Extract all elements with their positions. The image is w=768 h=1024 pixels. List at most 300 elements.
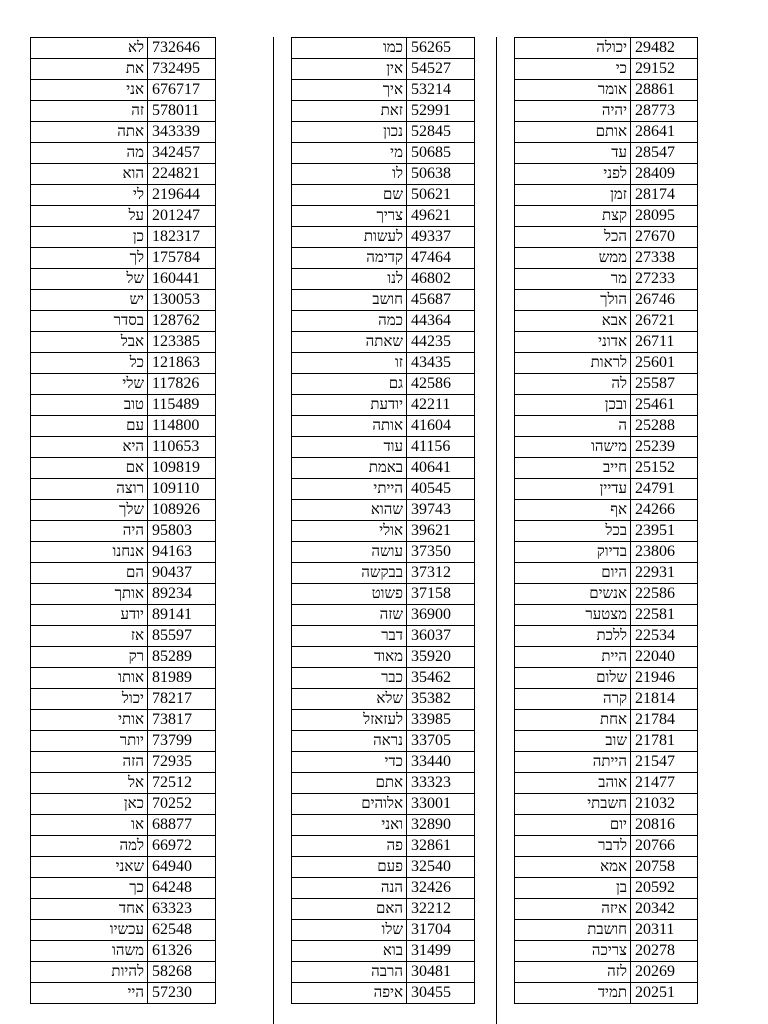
count-cell: 50638: [407, 164, 475, 185]
count-cell: 676717: [148, 80, 216, 101]
count-cell: 89141: [148, 605, 216, 626]
count-cell: 27233: [631, 269, 698, 290]
count-cell: 49621: [407, 206, 475, 227]
word-cell: אותה: [292, 416, 407, 437]
count-cell: 73799: [148, 731, 216, 752]
frequency-table-column-2: [291, 37, 475, 1004]
word-cell: זאת: [292, 101, 407, 122]
word-cell: זו: [292, 353, 407, 374]
table-row: [292, 311, 475, 332]
count-cell: 81989: [148, 668, 216, 689]
table-row: [515, 248, 698, 269]
count-cell: 90437: [148, 563, 216, 584]
table-row: [31, 521, 216, 542]
count-cell: 46802: [407, 269, 475, 290]
count-cell: 29152: [631, 59, 698, 80]
word-cell: לו: [292, 164, 407, 185]
count-cell: 20269: [631, 962, 698, 983]
table-row: [515, 584, 698, 605]
word-cell: קדימה: [292, 248, 407, 269]
count-cell: 28547: [631, 143, 698, 164]
table-row: [292, 605, 475, 626]
word-cell: שאני: [31, 857, 148, 878]
word-cell: לך: [31, 248, 148, 269]
word-cell: אז: [31, 626, 148, 647]
word-cell: נכון: [292, 122, 407, 143]
table-row: [515, 395, 698, 416]
word-cell: היא: [31, 437, 148, 458]
word-cell: הוא: [31, 164, 148, 185]
count-cell: 72512: [148, 773, 216, 794]
table-row: [292, 143, 475, 164]
count-cell: 39743: [407, 500, 475, 521]
count-cell: 110653: [148, 437, 216, 458]
table-row: [31, 542, 216, 563]
word-cell: יהיה: [515, 101, 631, 122]
count-cell: 28641: [631, 122, 698, 143]
word-cell: הרבה: [292, 962, 407, 983]
count-cell: 22931: [631, 563, 698, 584]
word-cell: בדיוק: [515, 542, 631, 563]
word-cell: בוא: [292, 941, 407, 962]
word-cell: כדי: [292, 752, 407, 773]
word-cell: מאוד: [292, 647, 407, 668]
word-cell: חשבתי: [515, 794, 631, 815]
count-cell: 23806: [631, 542, 698, 563]
count-cell: 95803: [148, 521, 216, 542]
table-row: [292, 983, 475, 1004]
word-cell: אם: [31, 458, 148, 479]
count-cell: 30481: [407, 962, 475, 983]
count-cell: 23951: [631, 521, 698, 542]
word-cell: לזה: [515, 962, 631, 983]
count-cell: 89234: [148, 584, 216, 605]
word-cell: לי: [31, 185, 148, 206]
count-cell: 114800: [148, 416, 216, 437]
word-cell: קצת: [515, 206, 631, 227]
table-row: [292, 899, 475, 920]
count-cell: 128762: [148, 311, 216, 332]
table-row: [31, 962, 216, 983]
table-row: [515, 563, 698, 584]
table-row: [292, 80, 475, 101]
table-row: [31, 248, 216, 269]
table-row: [515, 857, 698, 878]
table-row: [31, 857, 216, 878]
count-cell: 35462: [407, 668, 475, 689]
table-row: [31, 479, 216, 500]
word-cell: אני: [31, 80, 148, 101]
count-cell: 37350: [407, 542, 475, 563]
frequency-table-column-3: [514, 37, 698, 1004]
table-row: [31, 101, 216, 122]
count-cell: 28861: [631, 80, 698, 101]
word-cell: לפני: [515, 164, 631, 185]
column-divider: [496, 37, 497, 1024]
table-row: [292, 563, 475, 584]
word-cell: עכשיו: [31, 920, 148, 941]
table-row: [292, 815, 475, 836]
word-cell: מר: [515, 269, 631, 290]
word-cell: חושבת: [515, 920, 631, 941]
count-cell: 41156: [407, 437, 475, 458]
count-cell: 32212: [407, 899, 475, 920]
word-cell: עד: [515, 143, 631, 164]
count-cell: 20311: [631, 920, 698, 941]
table-row: [292, 836, 475, 857]
count-cell: 44364: [407, 311, 475, 332]
word-cell: חושב: [292, 290, 407, 311]
table-row: [292, 500, 475, 521]
count-cell: 78217: [148, 689, 216, 710]
column-divider: [273, 37, 274, 1024]
count-cell: 33323: [407, 773, 475, 794]
count-cell: 61326: [148, 941, 216, 962]
word-cell: את: [31, 59, 148, 80]
word-cell: אולי: [292, 521, 407, 542]
table-row: [31, 731, 216, 752]
count-cell: 22581: [631, 605, 698, 626]
count-cell: 68877: [148, 815, 216, 836]
table-row: [515, 899, 698, 920]
count-cell: 64248: [148, 878, 216, 899]
table-row: [31, 710, 216, 731]
table-row: [31, 143, 216, 164]
table-row: [31, 878, 216, 899]
count-cell: 94163: [148, 542, 216, 563]
word-cell: פעם: [292, 857, 407, 878]
table-row: [515, 185, 698, 206]
count-cell: 47464: [407, 248, 475, 269]
count-cell: 28174: [631, 185, 698, 206]
table-row: [515, 59, 698, 80]
count-cell: 21781: [631, 731, 698, 752]
word-cell: אותי: [31, 710, 148, 731]
table-row: [515, 521, 698, 542]
word-cell: חייב: [515, 458, 631, 479]
table-row: [292, 710, 475, 731]
count-cell: 20278: [631, 941, 698, 962]
word-cell: מצטער: [515, 605, 631, 626]
word-cell: עדיין: [515, 479, 631, 500]
table-row: [292, 647, 475, 668]
table-row: [31, 605, 216, 626]
count-cell: 117826: [148, 374, 216, 395]
word-cell: טוב: [31, 395, 148, 416]
table-row: [515, 206, 698, 227]
word-cell: יודעת: [292, 395, 407, 416]
table-row: [31, 269, 216, 290]
count-cell: 123385: [148, 332, 216, 353]
table-row: [31, 500, 216, 521]
table-row: [31, 374, 216, 395]
word-cell: כאן: [31, 794, 148, 815]
word-cell: אתם: [292, 773, 407, 794]
count-cell: 43435: [407, 353, 475, 374]
table-row: [31, 290, 216, 311]
table-row: [515, 794, 698, 815]
count-cell: 130053: [148, 290, 216, 311]
table-row: [292, 794, 475, 815]
count-cell: 62548: [148, 920, 216, 941]
count-cell: 29482: [631, 38, 698, 59]
count-cell: 21946: [631, 668, 698, 689]
count-cell: 85597: [148, 626, 216, 647]
word-cell: זמן: [515, 185, 631, 206]
table-row: [515, 836, 698, 857]
count-cell: 52991: [407, 101, 475, 122]
count-cell: 25152: [631, 458, 698, 479]
table-row: [31, 458, 216, 479]
count-cell: 44235: [407, 332, 475, 353]
table-row: [515, 227, 698, 248]
table-row: [292, 521, 475, 542]
word-cell: משהו: [31, 941, 148, 962]
count-cell: 21032: [631, 794, 698, 815]
count-cell: 39621: [407, 521, 475, 542]
word-cell: למה: [31, 836, 148, 857]
count-cell: 49337: [407, 227, 475, 248]
count-cell: 35382: [407, 689, 475, 710]
count-cell: 32890: [407, 815, 475, 836]
table-row: [292, 185, 475, 206]
table-row: [292, 395, 475, 416]
count-cell: 21784: [631, 710, 698, 731]
count-cell: 41604: [407, 416, 475, 437]
count-cell: 36900: [407, 605, 475, 626]
table-row: [515, 269, 698, 290]
word-cell: ללכת: [515, 626, 631, 647]
word-cell: הולך: [515, 290, 631, 311]
count-cell: 28095: [631, 206, 698, 227]
word-cell: איזה: [515, 899, 631, 920]
table-row: [292, 584, 475, 605]
count-cell: 52845: [407, 122, 475, 143]
count-cell: 219644: [148, 185, 216, 206]
count-cell: 45687: [407, 290, 475, 311]
word-cell: באמת: [292, 458, 407, 479]
table-row: [515, 353, 698, 374]
table-row: [292, 668, 475, 689]
count-cell: 21477: [631, 773, 698, 794]
count-cell: 27670: [631, 227, 698, 248]
count-cell: 22586: [631, 584, 698, 605]
table-row: [515, 101, 698, 122]
word-cell: לנו: [292, 269, 407, 290]
word-cell: יודע: [31, 605, 148, 626]
table-row: [292, 542, 475, 563]
word-cell: זה: [31, 101, 148, 122]
word-cell: אותם: [515, 122, 631, 143]
word-cell: שלו: [292, 920, 407, 941]
count-cell: 25601: [631, 353, 698, 374]
table-row: [31, 164, 216, 185]
table-row: [31, 941, 216, 962]
word-cell: בכל: [515, 521, 631, 542]
word-cell: או: [31, 815, 148, 836]
count-cell: 115489: [148, 395, 216, 416]
count-cell: 31704: [407, 920, 475, 941]
table-row: [31, 122, 216, 143]
frequency-table-column-1: [30, 37, 216, 1004]
table-row: [31, 626, 216, 647]
table-row: [515, 311, 698, 332]
table-row: [292, 38, 475, 59]
count-cell: 25239: [631, 437, 698, 458]
table-row: [515, 752, 698, 773]
table-row: [31, 794, 216, 815]
table-row: [515, 143, 698, 164]
table-row: [31, 773, 216, 794]
word-cell: מה: [31, 143, 148, 164]
word-cell: מי: [292, 143, 407, 164]
word-cell: יותר: [31, 731, 148, 752]
count-cell: 22040: [631, 647, 698, 668]
table-row: [31, 185, 216, 206]
table-row: [292, 290, 475, 311]
table-row: [515, 668, 698, 689]
table-row: [31, 584, 216, 605]
word-cell: אל: [31, 773, 148, 794]
count-cell: 201247: [148, 206, 216, 227]
count-cell: 66972: [148, 836, 216, 857]
count-cell: 58268: [148, 962, 216, 983]
count-cell: 121863: [148, 353, 216, 374]
word-cell: היום: [515, 563, 631, 584]
table-row: [292, 122, 475, 143]
word-cell: אדוני: [515, 332, 631, 353]
table-row: [515, 941, 698, 962]
count-cell: 40641: [407, 458, 475, 479]
count-cell: 56265: [407, 38, 475, 59]
word-cell: רק: [31, 647, 148, 668]
table-row: [292, 227, 475, 248]
table-row: [515, 437, 698, 458]
table-row: [292, 626, 475, 647]
word-cell: צריך: [292, 206, 407, 227]
table-row: [515, 731, 698, 752]
count-cell: 42586: [407, 374, 475, 395]
count-cell: 26721: [631, 311, 698, 332]
count-cell: 70252: [148, 794, 216, 815]
count-cell: 73817: [148, 710, 216, 731]
table-row: [292, 857, 475, 878]
word-cell: ה: [515, 416, 631, 437]
table-row: [31, 437, 216, 458]
table-row: [515, 542, 698, 563]
count-cell: 20592: [631, 878, 698, 899]
table-row: [515, 962, 698, 983]
table-row: [292, 248, 475, 269]
table-row: [31, 647, 216, 668]
word-cell: היה: [31, 521, 148, 542]
word-cell: שלי: [31, 374, 148, 395]
word-cell: קרה: [515, 689, 631, 710]
word-cell: דבר: [292, 626, 407, 647]
table-row: [515, 164, 698, 185]
count-cell: 28773: [631, 101, 698, 122]
table-row: [515, 374, 698, 395]
word-cell: הייתי: [292, 479, 407, 500]
table-row: [292, 878, 475, 899]
word-cell: ואני: [292, 815, 407, 836]
count-cell: 33440: [407, 752, 475, 773]
word-cell: עם: [31, 416, 148, 437]
word-cell: לדבר: [515, 836, 631, 857]
table-row: [31, 983, 216, 1004]
table-row: [31, 332, 216, 353]
count-cell: 40545: [407, 479, 475, 500]
table-row: [31, 206, 216, 227]
table-row: [292, 332, 475, 353]
count-cell: 108926: [148, 500, 216, 521]
word-cell: כל: [31, 353, 148, 374]
table-row: [31, 836, 216, 857]
count-cell: 25288: [631, 416, 698, 437]
table-row: [515, 290, 698, 311]
count-cell: 85289: [148, 647, 216, 668]
table-row: [292, 920, 475, 941]
word-cell: בבקשה: [292, 563, 407, 584]
word-cell: היית: [515, 647, 631, 668]
word-cell: להיות: [31, 962, 148, 983]
word-cell: לא: [31, 38, 148, 59]
table-row: [31, 395, 216, 416]
table-row: [292, 269, 475, 290]
word-cell: אמא: [515, 857, 631, 878]
word-cell: הייתה: [515, 752, 631, 773]
word-cell: שהוא: [292, 500, 407, 521]
count-cell: 37312: [407, 563, 475, 584]
word-cell: אותך: [31, 584, 148, 605]
table-row: [292, 962, 475, 983]
word-cell: לעשות: [292, 227, 407, 248]
word-cell: איך: [292, 80, 407, 101]
word-cell: לראות: [515, 353, 631, 374]
count-cell: 32426: [407, 878, 475, 899]
table-row: [515, 605, 698, 626]
count-cell: 50621: [407, 185, 475, 206]
word-cell: שלא: [292, 689, 407, 710]
table-row: [515, 689, 698, 710]
table-row: [292, 59, 475, 80]
table-row: [292, 353, 475, 374]
count-cell: 109110: [148, 479, 216, 500]
table-row: [515, 920, 698, 941]
table-row: [292, 458, 475, 479]
word-cell: צריכה: [515, 941, 631, 962]
count-cell: 578011: [148, 101, 216, 122]
table-row: [292, 479, 475, 500]
count-cell: 31499: [407, 941, 475, 962]
count-cell: 33001: [407, 794, 475, 815]
count-cell: 24266: [631, 500, 698, 521]
count-cell: 175784: [148, 248, 216, 269]
word-cell: אחת: [515, 710, 631, 731]
word-cell: אוהב: [515, 773, 631, 794]
count-cell: 32861: [407, 836, 475, 857]
count-cell: 25587: [631, 374, 698, 395]
count-cell: 72935: [148, 752, 216, 773]
word-cell: אתה: [31, 122, 148, 143]
table-row: [515, 38, 698, 59]
count-cell: 32540: [407, 857, 475, 878]
count-cell: 732646: [148, 38, 216, 59]
word-cell: אין: [292, 59, 407, 80]
word-cell: על: [31, 206, 148, 227]
word-cell: שלום: [515, 668, 631, 689]
word-cell: הזה: [31, 752, 148, 773]
